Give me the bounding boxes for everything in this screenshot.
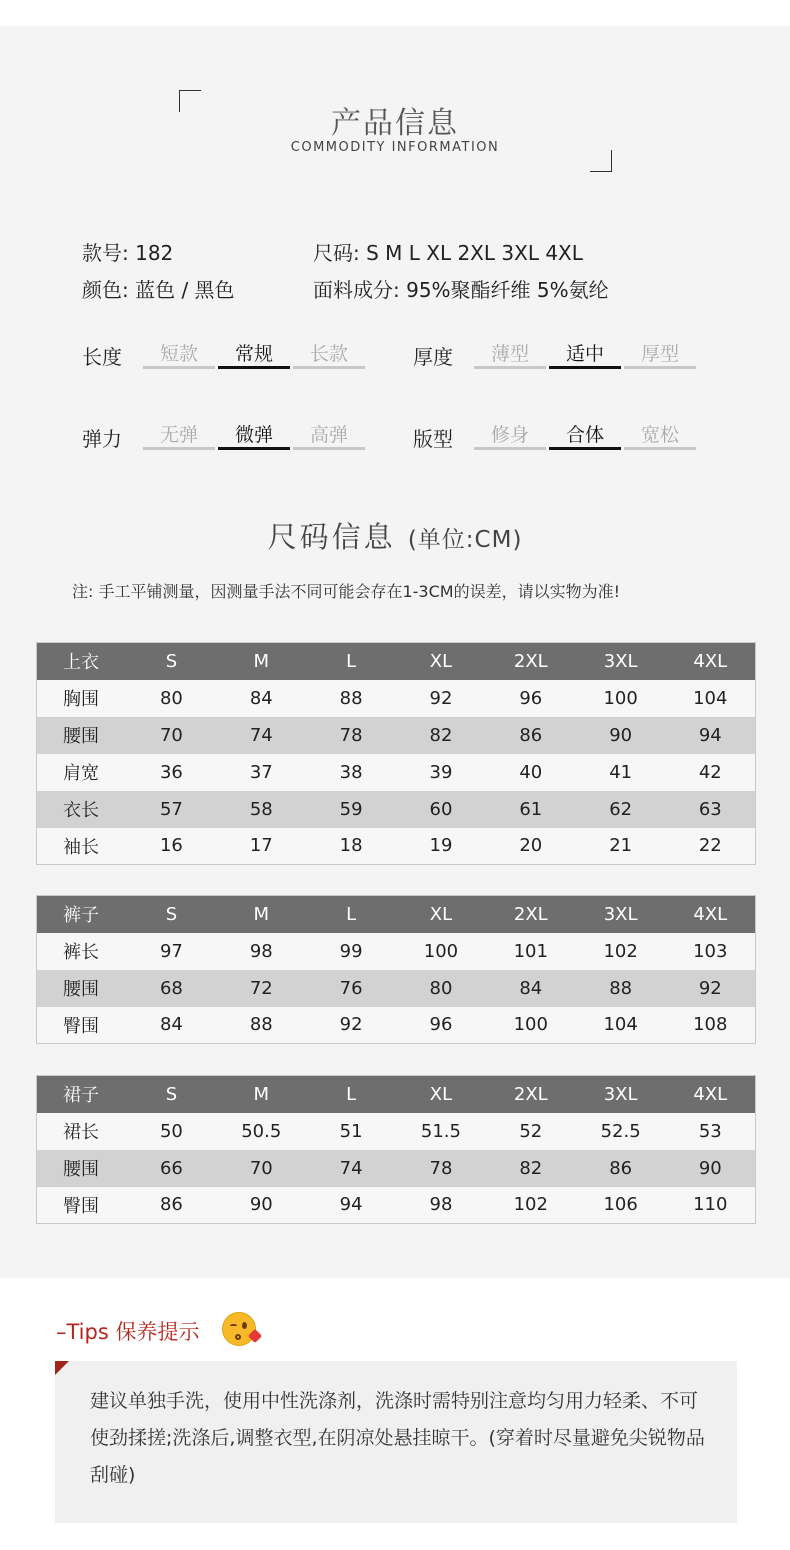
table-cell: 胸围 [37,680,127,717]
table-cell: 50 [127,1113,217,1150]
table-cell: 腰围 [37,1150,127,1187]
option-regular: 常规 [218,339,290,369]
attribute-label: 弹力 [82,427,122,451]
table-cell: 裙长 [37,1113,127,1150]
option-medium: 适中 [549,339,621,369]
table-header: L [306,1076,396,1113]
table-cell: 80 [396,970,486,1007]
table-cell: 18 [306,828,396,865]
option-regular-fit: 合体 [549,420,621,450]
table-header: 裙子 [37,1076,127,1113]
table-header: S [127,1076,217,1113]
size-table-top [36,642,756,865]
table-cell: 80 [127,680,217,717]
option-thick: 厚型 [624,339,696,369]
table-cell: 衣长 [37,791,127,828]
table-header: 4XL [666,1076,756,1113]
table-cell: 78 [306,717,396,754]
table-cell: 72 [216,970,306,1007]
size-info-title [0,515,790,556]
table-cell: 104 [576,1007,666,1044]
table-cell: 16 [127,828,217,865]
table-cell: 90 [216,1187,306,1224]
table-header: L [306,896,396,933]
table-cell: 92 [666,970,756,1007]
table-cell: 101 [486,933,576,970]
table-cell: 裤长 [37,933,127,970]
table-cell: 100 [486,1007,576,1044]
table-cell: 51.5 [396,1113,486,1150]
size-title-unit: (单位:CM) [407,527,523,553]
tips-corner-marker [55,1361,69,1375]
measurement-note: 注: 手工平铺测量，因测量手法不同可能会存在1-3CM的误差，请以实物为准! [72,582,621,601]
attribute-label: 厚度 [413,345,453,369]
table-cell: 74 [216,717,306,754]
table-cell: 37 [216,754,306,791]
table-cell: 88 [216,1007,306,1044]
table-header: S [127,896,217,933]
table-header: L [306,643,396,680]
table-header: 2XL [486,896,576,933]
table-row [37,970,756,1007]
table-cell: 94 [306,1187,396,1224]
table-cell: 63 [666,791,756,828]
table-cell: 68 [127,970,217,1007]
table-cell: 90 [576,717,666,754]
table-cell: 98 [216,933,306,970]
table-header: XL [396,1076,486,1113]
table-cell: 98 [396,1187,486,1224]
table-cell: 84 [486,970,576,1007]
table-cell: 袖长 [37,828,127,865]
option-no-stretch: 无弹 [143,420,215,450]
table-cell: 57 [127,791,217,828]
care-instructions: 建议单独手洗，使用中性洗涤剂，洗涤时需特别注意均匀用力轻柔、不可使劲揉搓;洗涤后,调整衣型,在阴凉处悬挂晾干。(穿着时尽量避免尖锐物品刮碰) [90,1390,705,1486]
table-header: 4XL [666,896,756,933]
attribute-label: 版型 [413,427,453,451]
table-cell: 肩宽 [37,754,127,791]
table-row [37,828,756,865]
size-range: 尺码: S M L XL 2XL 3XL 4XL [313,241,583,265]
table-cell: 52 [486,1113,576,1150]
table-header: M [216,896,306,933]
option-thin: 薄型 [474,339,546,369]
table-cell: 86 [576,1150,666,1187]
fabric-info: 面料成分: 95%聚酯纤维 5%氨纶 [313,278,609,302]
table-cell: 22 [666,828,756,865]
table-cell: 19 [396,828,486,865]
table-cell: 21 [576,828,666,865]
table-cell: 92 [306,1007,396,1044]
table-header: 3XL [576,896,666,933]
table-header: M [216,1076,306,1113]
table-cell: 88 [576,970,666,1007]
section-subtitle: COMMODITY INFORMATION [290,140,500,155]
table-cell: 臀围 [37,1007,127,1044]
table-cell: 82 [396,717,486,754]
table-cell: 108 [666,1007,756,1044]
table-cell: 17 [216,828,306,865]
table-cell: 61 [486,791,576,828]
table-cell: 96 [486,680,576,717]
table-cell: 53 [666,1113,756,1150]
table-row [37,1113,756,1150]
table-row [37,933,756,970]
table-header: XL [396,896,486,933]
table-row [37,1007,756,1044]
option-long: 长款 [293,339,365,369]
table-cell: 92 [396,680,486,717]
table-cell: 84 [127,1007,217,1044]
table-cell: 66 [127,1150,217,1187]
size-title-text: 尺码信息 [267,520,396,554]
table-cell: 51 [306,1113,396,1150]
table-cell: 臀围 [37,1187,127,1224]
attribute-label: 长度 [82,345,122,369]
table-row [37,1187,756,1224]
table-cell: 96 [396,1007,486,1044]
table-row [37,754,756,791]
table-cell: 38 [306,754,396,791]
table-cell: 59 [306,791,396,828]
table-cell: 70 [216,1150,306,1187]
table-cell: 70 [127,717,217,754]
table-cell: 100 [576,680,666,717]
table-row [37,1150,756,1187]
table-cell: 20 [486,828,576,865]
size-table-pants [36,895,756,1044]
option-slim: 修身 [474,420,546,450]
table-header: 4XL [666,643,756,680]
size-table-skirt [36,1075,756,1224]
table-cell: 78 [396,1150,486,1187]
table-cell: 腰围 [37,970,127,1007]
color-info: 颜色: 蓝色 / 黑色 [82,278,235,302]
table-row [37,791,756,828]
table-cell: 102 [486,1187,576,1224]
section-title: 产品信息 [331,106,459,141]
table-cell: 40 [486,754,576,791]
table-header: XL [396,643,486,680]
kissing-face-emoji-icon [222,1312,256,1346]
table-header: 3XL [576,643,666,680]
table-cell: 74 [306,1150,396,1187]
table-header: 3XL [576,1076,666,1113]
table-cell: 39 [396,754,486,791]
table-cell: 99 [306,933,396,970]
table-cell: 52.5 [576,1113,666,1150]
table-cell: 82 [486,1150,576,1187]
table-cell: 76 [306,970,396,1007]
table-cell: 106 [576,1187,666,1224]
table-cell: 88 [306,680,396,717]
table-header: S [127,643,217,680]
table-cell: 58 [216,791,306,828]
table-header: 裤子 [37,896,127,933]
table-header-row [37,1076,756,1113]
table-row [37,680,756,717]
table-cell: 86 [127,1187,217,1224]
table-header: 上衣 [37,643,127,680]
table-cell: 腰围 [37,717,127,754]
table-row [37,717,756,754]
table-cell: 41 [576,754,666,791]
table-cell: 90 [666,1150,756,1187]
tips-title: –Tips 保养提示 [56,1320,200,1344]
table-cell: 103 [666,933,756,970]
table-cell: 42 [666,754,756,791]
table-cell: 102 [576,933,666,970]
table-header: M [216,643,306,680]
table-cell: 97 [127,933,217,970]
option-short: 短款 [143,339,215,369]
table-cell: 104 [666,680,756,717]
option-slight-stretch: 微弹 [218,420,290,450]
option-loose: 宽松 [624,420,696,450]
table-cell: 62 [576,791,666,828]
table-cell: 86 [486,717,576,754]
table-cell: 50.5 [216,1113,306,1150]
table-header: 2XL [486,1076,576,1113]
table-header: 2XL [486,643,576,680]
table-header-row [37,896,756,933]
table-cell: 36 [127,754,217,791]
table-cell: 60 [396,791,486,828]
table-cell: 100 [396,933,486,970]
style-number: 款号: 182 [82,241,174,265]
option-high-stretch: 高弹 [293,420,365,450]
table-header-row [37,643,756,680]
table-cell: 94 [666,717,756,754]
table-cell: 110 [666,1187,756,1224]
table-cell: 84 [216,680,306,717]
